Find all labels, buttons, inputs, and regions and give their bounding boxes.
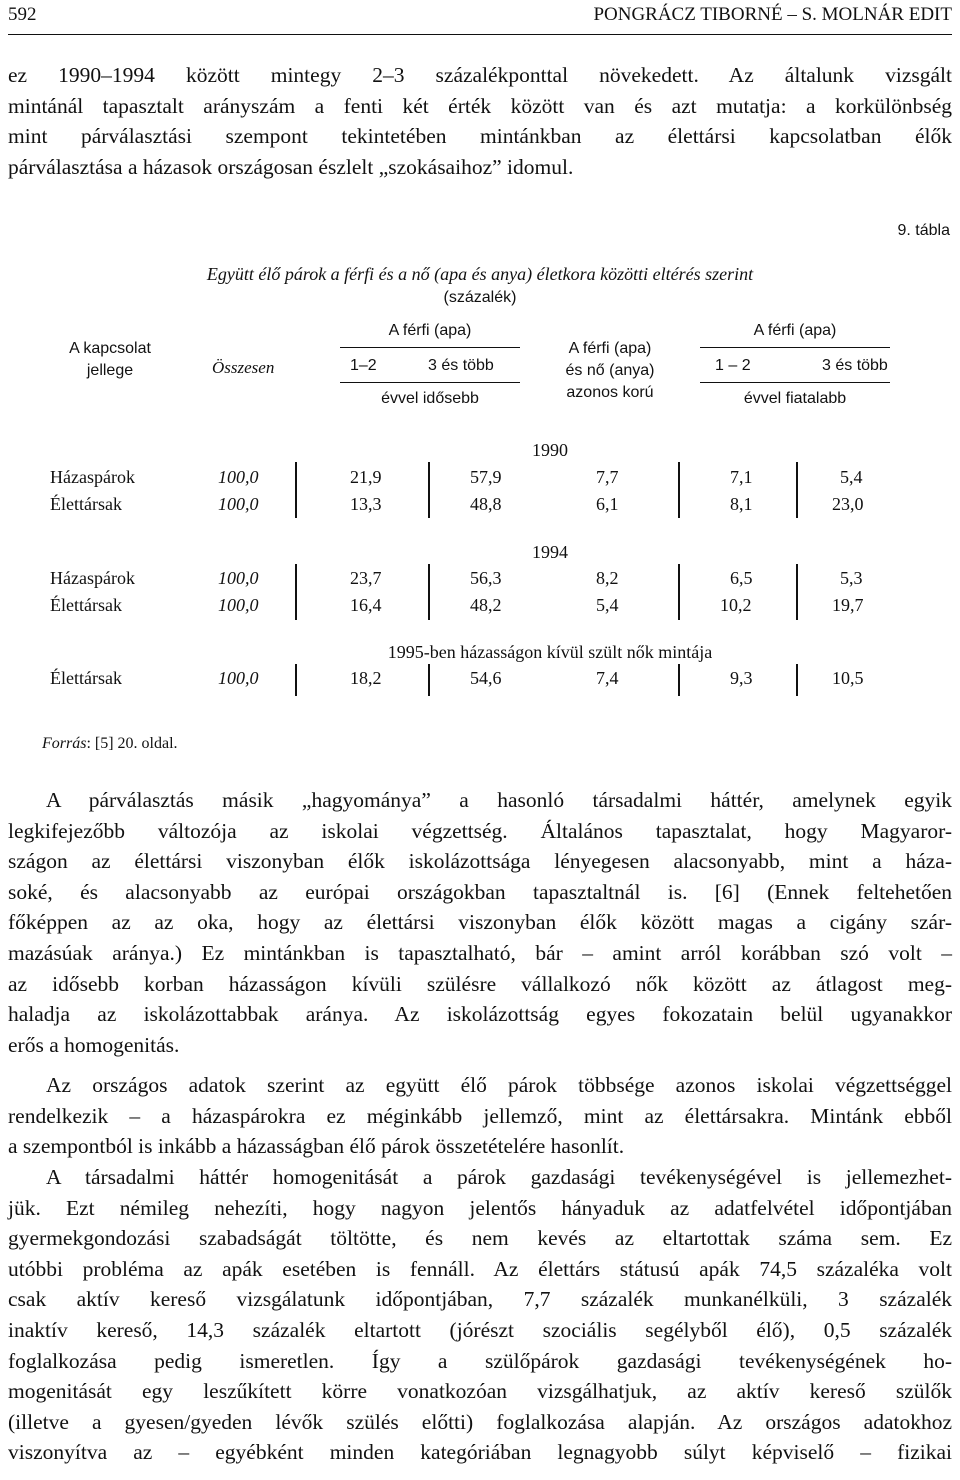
header-older-c2: 3 és több (428, 357, 494, 374)
cell-younger-3plus: 5,4 (840, 467, 863, 487)
cell-older-3plus: 56,3 (470, 568, 502, 588)
column-divider (428, 462, 430, 518)
header-kind (50, 338, 170, 382)
page-number: 592 (8, 4, 37, 25)
body-paragraph (8, 1070, 952, 1162)
text-line: foglalkozása pedig ismeretlen. Így a szülőpárok gazdasági tevékenységének ho- (8, 1348, 952, 1373)
text-line: főképpen az az oka, hogy az élettársi viszonyban élők között magas a cigány szár- (8, 910, 952, 935)
text-line: az idősebb korban házasságon kívüli szülésre vállalkozó nők között az átlagost meg- (8, 971, 952, 996)
cell-same-age: 7,4 (596, 668, 619, 688)
intro-paragraph (8, 60, 952, 182)
header-rule (340, 347, 520, 348)
header-kind-line: A kapcsolat (69, 340, 151, 357)
header-older-group: A férfi (apa) (388, 322, 472, 339)
text-line: szágon az élettársi viszonyban élők iskolázottsága lényegesen alacsonyabb, mint a háza- (8, 849, 952, 874)
body-paragraph (8, 785, 952, 1060)
header-younger-sub: évvel fiatalabb (743, 390, 847, 407)
column-divider (295, 664, 297, 696)
cell-older-3plus: 48,8 (470, 494, 502, 514)
row-total: 100,0 (218, 467, 259, 487)
body-paragraph (8, 1162, 952, 1468)
text-line: mint párválasztási szempont tekintetében mintánkban az élettársi kapcsolatban élők (8, 124, 952, 149)
cell-younger-1-2: 9,3 (730, 668, 753, 688)
column-divider (796, 564, 798, 620)
header-older-c1: 1–2 (350, 357, 377, 374)
text-line: A párválasztás másik „hagyománya” a hasonló társadalmi háttér, amelynek egyik (46, 788, 952, 812)
column-divider (678, 664, 680, 696)
text-line: párválasztása a házasok országosan észlelt „szokásaihoz” idomul. (8, 154, 574, 179)
text-line: gyermekgondozási szabadságát töltötte, és nem kevés az eltartottak száma sem. Ez (8, 1226, 952, 1251)
text-line: A társadalmi háttér homogenitását a párok gazdasági tevékenységével is jellemezhet- (46, 1165, 952, 1189)
cell-younger-3plus: 23,0 (832, 494, 864, 514)
header-older-sub: évvel idősebb (381, 390, 479, 407)
cell-same-age: 5,4 (596, 595, 619, 615)
cell-same-age: 7,7 (596, 467, 619, 487)
table-unit: (százalék) (443, 289, 517, 306)
row-total: 100,0 (218, 494, 259, 514)
header-rule (8, 34, 952, 35)
text-line: rendelkezik – a házaspárokra ez méginkább jellemző, mint az élettársakra. Mintánk ebből (8, 1103, 952, 1128)
header-total: Összesen (212, 358, 275, 377)
cell-younger-3plus: 19,7 (832, 595, 864, 615)
cell-older-3plus: 57,9 (470, 467, 502, 487)
row-label: Házaspárok (50, 568, 135, 588)
text-line: legkifejezőbb változója az iskolai végzettség. Általános tapasztalat, hogy Magyaror- (8, 818, 952, 843)
text-line: csak aktív kereső vizsgálatunk időpontjában, 7,7 százalék munkanélküli, 3 százalék (8, 1287, 952, 1312)
header-younger-c1: 1 – 2 (715, 357, 751, 374)
cell-younger-1-2: 7,1 (730, 467, 753, 487)
cell-older-1-2: 13,3 (350, 494, 382, 514)
table-caption (110, 262, 850, 310)
column-divider (678, 462, 680, 518)
cell-older-3plus: 54,6 (470, 668, 502, 688)
section-title: 1994 (532, 542, 568, 562)
cell-older-1-2: 21,9 (350, 467, 382, 487)
row-label: Élettársak (50, 494, 122, 514)
column-divider (678, 564, 680, 620)
row-total: 100,0 (218, 595, 259, 615)
cell-younger-3plus: 10,5 (832, 668, 864, 688)
text-line: inaktív kereső, 14,3 százalék eltartott (jórészt szociális segélyből élő), 0,5 százalék (8, 1317, 952, 1342)
text-line: erős a homogenitás. (8, 1032, 180, 1057)
header-same-age (545, 338, 675, 404)
table-source (42, 735, 178, 753)
header-rule (700, 382, 890, 383)
row-label: Házaspárok (50, 467, 135, 487)
text-line: jük. Ezt némileg nehezíti, hogy nagyon jelentős hányaduk az adatfelvétel időpontjában (8, 1195, 952, 1220)
column-divider (796, 664, 798, 696)
row-total: 100,0 (218, 668, 259, 688)
cell-same-age: 8,2 (596, 568, 619, 588)
text-line: soké, és alacsonyabb az európai országokban tapasztaltnál is. [6] (Ennek feltehetően (8, 879, 952, 904)
header-kind-line: jellege (86, 362, 134, 379)
cell-younger-1-2: 6,5 (730, 568, 753, 588)
column-divider (428, 564, 430, 620)
column-divider (428, 664, 430, 696)
header-younger-group: A férfi (apa) (753, 322, 837, 339)
text-line: haladja az iskolázottabbak aránya. Az iskolázottság egyes fokozatain belül ugyanakkor (8, 1002, 952, 1027)
cell-younger-1-2: 10,2 (720, 595, 752, 615)
cell-older-1-2: 16,4 (350, 595, 382, 615)
cell-older-1-2: 18,2 (350, 668, 382, 688)
cell-older-1-2: 23,7 (350, 568, 382, 588)
header-same-line: A férfi (apa) (568, 340, 652, 357)
running-header (8, 4, 952, 34)
row-label: Élettársak (50, 595, 122, 615)
header-rule (340, 382, 520, 383)
column-divider (295, 462, 297, 518)
header-same-line: azonos korú (566, 384, 654, 401)
column-divider (796, 462, 798, 518)
text-line: (illetve a gyesen/gyeden lévők szülés előtti) foglalkozása alapján. Az országos adatokhoz (8, 1409, 952, 1434)
header-same-line: és nő (anya) (565, 362, 655, 379)
source-label: Forrás (42, 735, 87, 752)
cell-younger-1-2: 8,1 (730, 494, 753, 514)
source-text: : [5] 20. oldal. (86, 735, 178, 752)
section-title: 1990 (532, 440, 568, 460)
text-line: viszonyítva az – egyébként minden kategóriában legnagyobb súlyt képviselő – fizikai (8, 1440, 952, 1465)
column-divider (295, 564, 297, 620)
text-line: Az országos adatok szerint az együtt élő párok többsége azonos iskolai végzettséggel (46, 1073, 952, 1097)
running-title: PONGRÁCZ TIBORNÉ – S. MOLNÁR EDIT (593, 4, 952, 25)
table-title: Együtt élő párok a férfi és a nő (apa és anya) életkora közötti eltérés szerint (206, 264, 754, 284)
text-line: a szempontból is inkább a házasságban élő párok összetételére hasonlít. (8, 1134, 625, 1159)
row-label: Élettársak (50, 668, 122, 688)
text-line: mogenitását egy leszűkített körre vonatkozóan vizsgálhatjuk, az aktív kereső szülők (8, 1379, 952, 1404)
cell-younger-3plus: 5,3 (840, 568, 863, 588)
text-line: ez 1990–1994 között mintegy 2–3 százalékponttal növekedett. Az általunk vizsgált (8, 63, 952, 87)
header-rule (700, 347, 890, 348)
text-line: utóbbi probléma az apák esetében is fennáll. Az élettárs státusú apák 74,5 százaléka volt (8, 1256, 952, 1281)
cell-older-3plus: 48,2 (470, 595, 502, 615)
cell-same-age: 6,1 (596, 494, 619, 514)
row-total: 100,0 (218, 568, 259, 588)
header-younger-c2: 3 és több (822, 357, 888, 374)
text-line: mintánál tapasztalt arányszám a fenti két érték között van és azt mutatja: a korkülönbség (8, 93, 952, 118)
table-number: 9. tábla (897, 222, 950, 239)
text-line: mazásúak aránya.) Ez mintánkban is tapasztalható, bár – amint arról korábban szó volt – (8, 940, 952, 965)
section-title: 1995-ben házasságon kívül szült nők mintája (387, 642, 713, 662)
